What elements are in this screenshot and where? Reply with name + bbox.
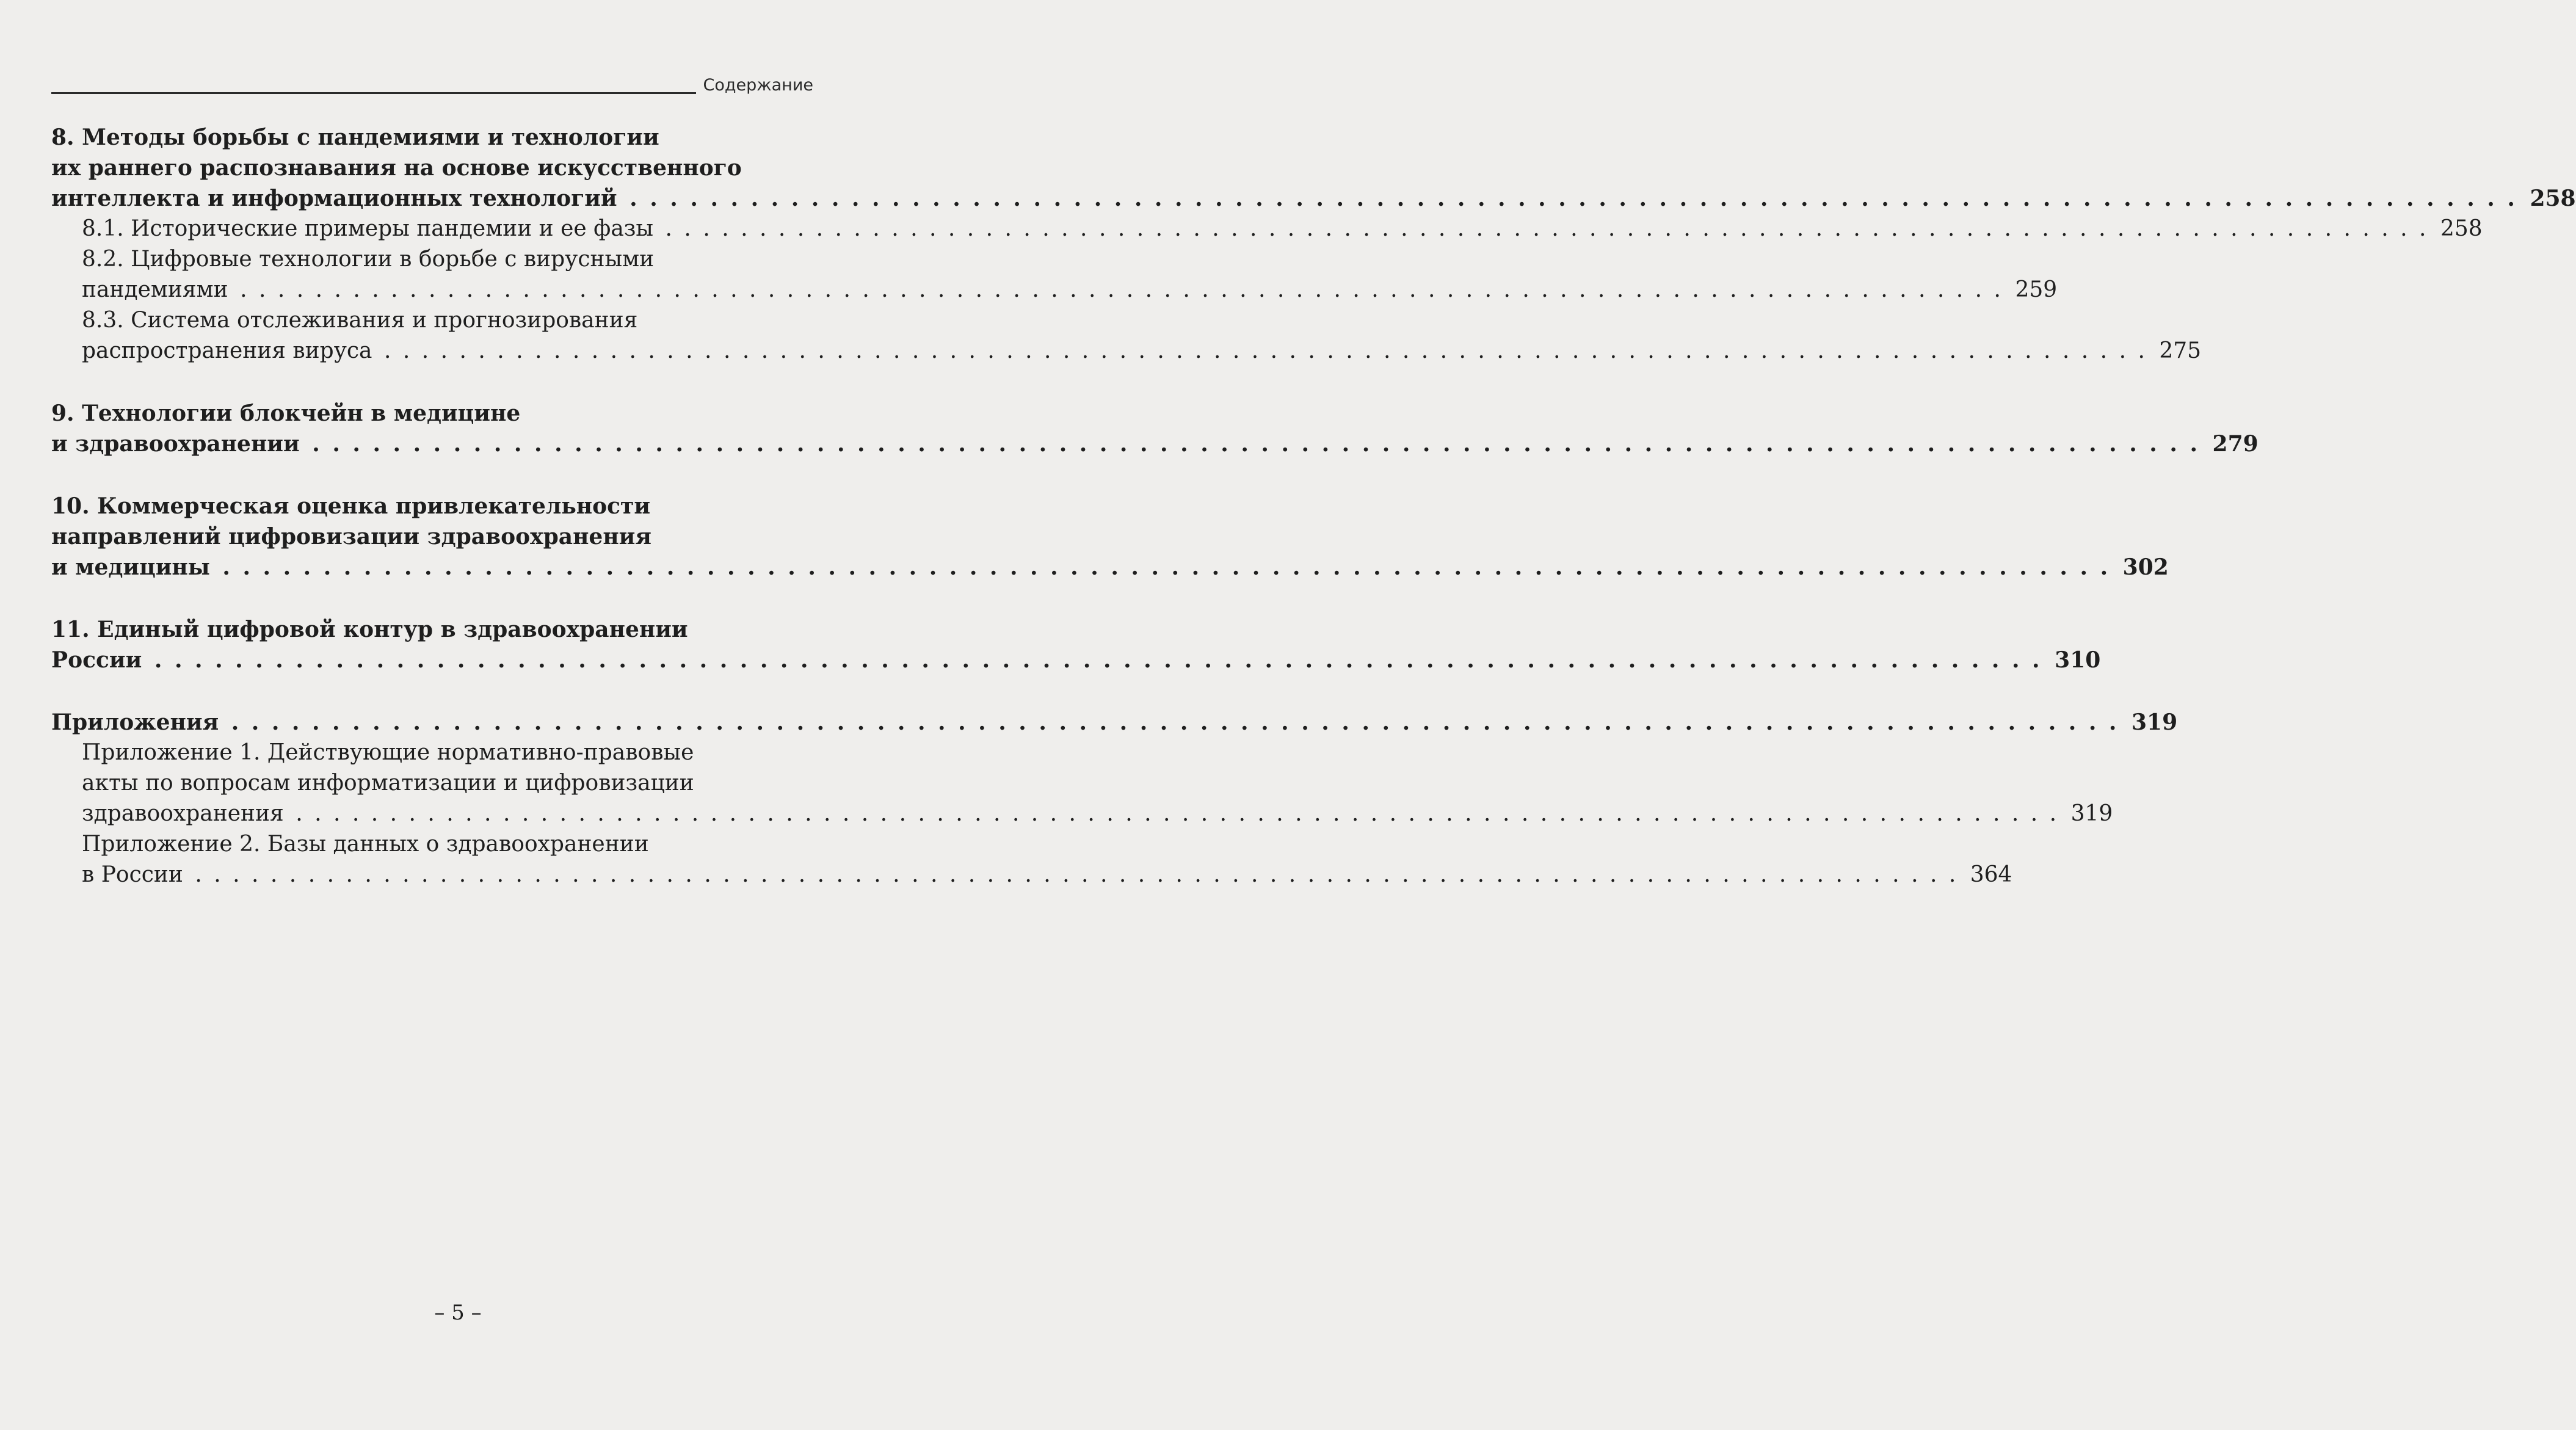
toc-entry-title-line: распространения вируса xyxy=(82,338,372,363)
toc-page-number: 258 xyxy=(2530,186,2576,211)
toc-page-number: 259 xyxy=(2015,277,2058,302)
toc-page-number: 258 xyxy=(2440,216,2483,241)
toc-entry-title-line: их раннего распознавания на основе искусственного xyxy=(51,155,742,181)
toc-entry-title-line: пандемиями xyxy=(82,277,228,302)
toc-entry-title-line: 8.1. Исторические примеры пандемии и ее фазы xyxy=(82,216,654,241)
toc-entry-title-line: и медицины xyxy=(51,554,210,580)
dot-leader xyxy=(666,216,2429,241)
toc-entry-section-8-3[interactable] xyxy=(51,305,2202,366)
toc-entry-appendices[interactable] xyxy=(51,707,2178,738)
dot-leader xyxy=(312,431,2200,457)
toc-entry-title-line: в России xyxy=(82,862,183,887)
toc-entry-section-8-2[interactable] xyxy=(51,244,2058,305)
toc-page-number: 310 xyxy=(2055,647,2101,673)
dot-leader xyxy=(195,862,1958,887)
table-of-contents xyxy=(51,122,2576,890)
toc-entry-title-line: акты по вопросам информатизации и цифровизации xyxy=(82,771,694,796)
dot-leader xyxy=(154,647,2042,673)
toc-entry-title-line: интеллекта и информационных технологий xyxy=(51,186,617,211)
toc-entry-title-line: 8. Методы борьбы с пандемиями и технологии xyxy=(51,125,659,150)
toc-page-number: 319 xyxy=(2131,710,2178,735)
toc-page-number: 279 xyxy=(2212,431,2259,457)
toc-entry-chapter-9[interactable] xyxy=(51,398,2259,459)
page-number: – 5 – xyxy=(434,1301,482,1325)
toc-entry-title-line: 8.2. Цифровые технологии в борьбе с вирусными xyxy=(82,247,655,272)
toc-entry-title-line: 9. Технологии блокчейн в медицине xyxy=(51,401,521,426)
toc-entry-title-line: 8.3. Система отслеживания и прогнозирования xyxy=(82,308,638,333)
toc-entry-title-line: здравоохранения xyxy=(82,801,284,826)
toc-page-number: 319 xyxy=(2070,801,2113,826)
header-rule xyxy=(51,92,702,94)
toc-page-number: 275 xyxy=(2159,338,2202,363)
dot-leader xyxy=(222,554,2110,580)
toc-entry-title-line: Приложение 1. Действующие нормативно-правовые xyxy=(82,740,694,765)
dot-leader xyxy=(384,338,2147,363)
running-header: Содержание xyxy=(696,76,813,95)
toc-entry-title-line: и здравоохранении xyxy=(51,431,300,457)
toc-entry-appendix-1[interactable] xyxy=(51,738,2113,829)
toc-page-number: 364 xyxy=(1970,862,2012,887)
toc-entry-appendix-2[interactable] xyxy=(51,829,2012,890)
toc-entry-section-8-1[interactable] xyxy=(51,214,2483,244)
toc-entry-chapter-8[interactable] xyxy=(51,122,2576,214)
toc-entry-title-line: 10. Коммерческая оценка привлекательности xyxy=(51,493,651,519)
toc-entry-chapter-11[interactable] xyxy=(51,614,2101,675)
toc-entry-title-line: 11. Единый цифровой контур в здравоохранении xyxy=(51,617,688,642)
dot-leader xyxy=(629,186,2517,211)
toc-page-number: 302 xyxy=(2122,554,2169,580)
dot-leader xyxy=(240,277,2003,302)
toc-entry-title-line: России xyxy=(51,647,142,673)
toc-entry-title-line: направлений цифровизации здравоохранения xyxy=(51,524,651,550)
toc-entry-title-line: Приложение 2. Базы данных о здравоохранении xyxy=(82,832,649,857)
dot-leader xyxy=(231,710,2119,735)
dot-leader xyxy=(296,801,2059,826)
toc-entry-chapter-10[interactable] xyxy=(51,491,2169,583)
toc-entry-title-line: Приложения xyxy=(51,710,219,735)
